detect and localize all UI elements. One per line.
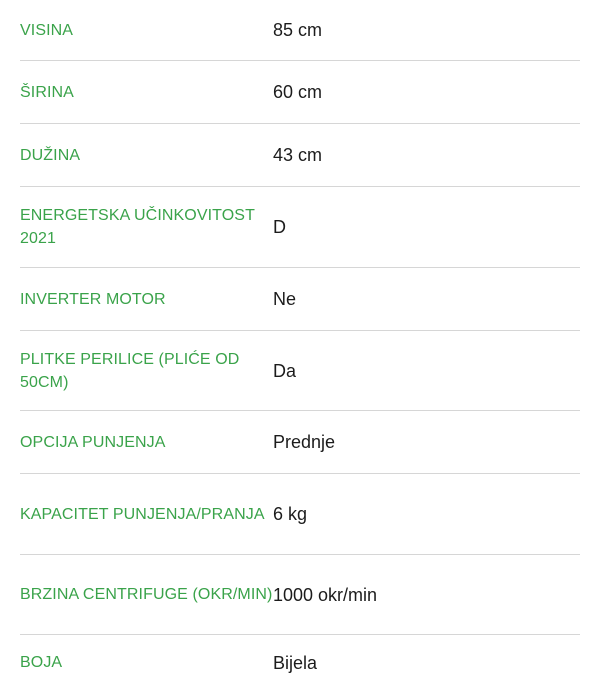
spec-row-energetska-ucinkovitost <box>20 187 580 268</box>
spec-label: ŠIRINA <box>20 83 74 101</box>
spec-row-duzina <box>20 124 580 187</box>
spec-label: OPCIJA PUNJENJA <box>20 433 166 451</box>
spec-label: VISINA <box>20 21 74 39</box>
spec-value: 1000 okr/min <box>273 584 378 605</box>
spec-label: BOJA <box>20 654 63 671</box>
spec-label: INVERTER MOTOR <box>20 290 166 308</box>
spec-row-visina <box>20 0 580 61</box>
spec-value: Bijela <box>273 652 318 673</box>
spec-value: 43 cm <box>273 145 323 165</box>
spec-row-boja <box>20 635 580 690</box>
spec-label: PLITKE PERILICE (PLIĆE OD 50CM) <box>20 350 240 391</box>
spec-row-kapacitet <box>20 474 580 555</box>
spec-value: Prednje <box>273 432 336 452</box>
spec-row-plitke-perilice <box>20 331 580 411</box>
spec-value: D <box>273 217 286 237</box>
spec-value: 6 kg <box>273 504 308 524</box>
spec-label: BRZINA CENTRIFUGE (OKR/MIN) <box>20 586 273 603</box>
spec-row-opcija-punjenja <box>20 411 580 474</box>
spec-value: 60 cm <box>273 82 323 102</box>
spec-row-brzina-centrifuge <box>20 555 580 635</box>
spec-value: Da <box>273 360 297 381</box>
spec-value: Ne <box>273 289 297 309</box>
spec-label: KAPACITET PUNJENJA/PRANJA <box>20 505 265 523</box>
spec-label: ENERGETSKA UČINKOVITOST 2021 <box>20 207 255 247</box>
spec-row-inverter-motor <box>20 268 580 331</box>
spec-value: 85 cm <box>273 20 323 40</box>
spec-row-sirina <box>20 61 580 124</box>
spec-label: DUŽINA <box>20 146 81 164</box>
